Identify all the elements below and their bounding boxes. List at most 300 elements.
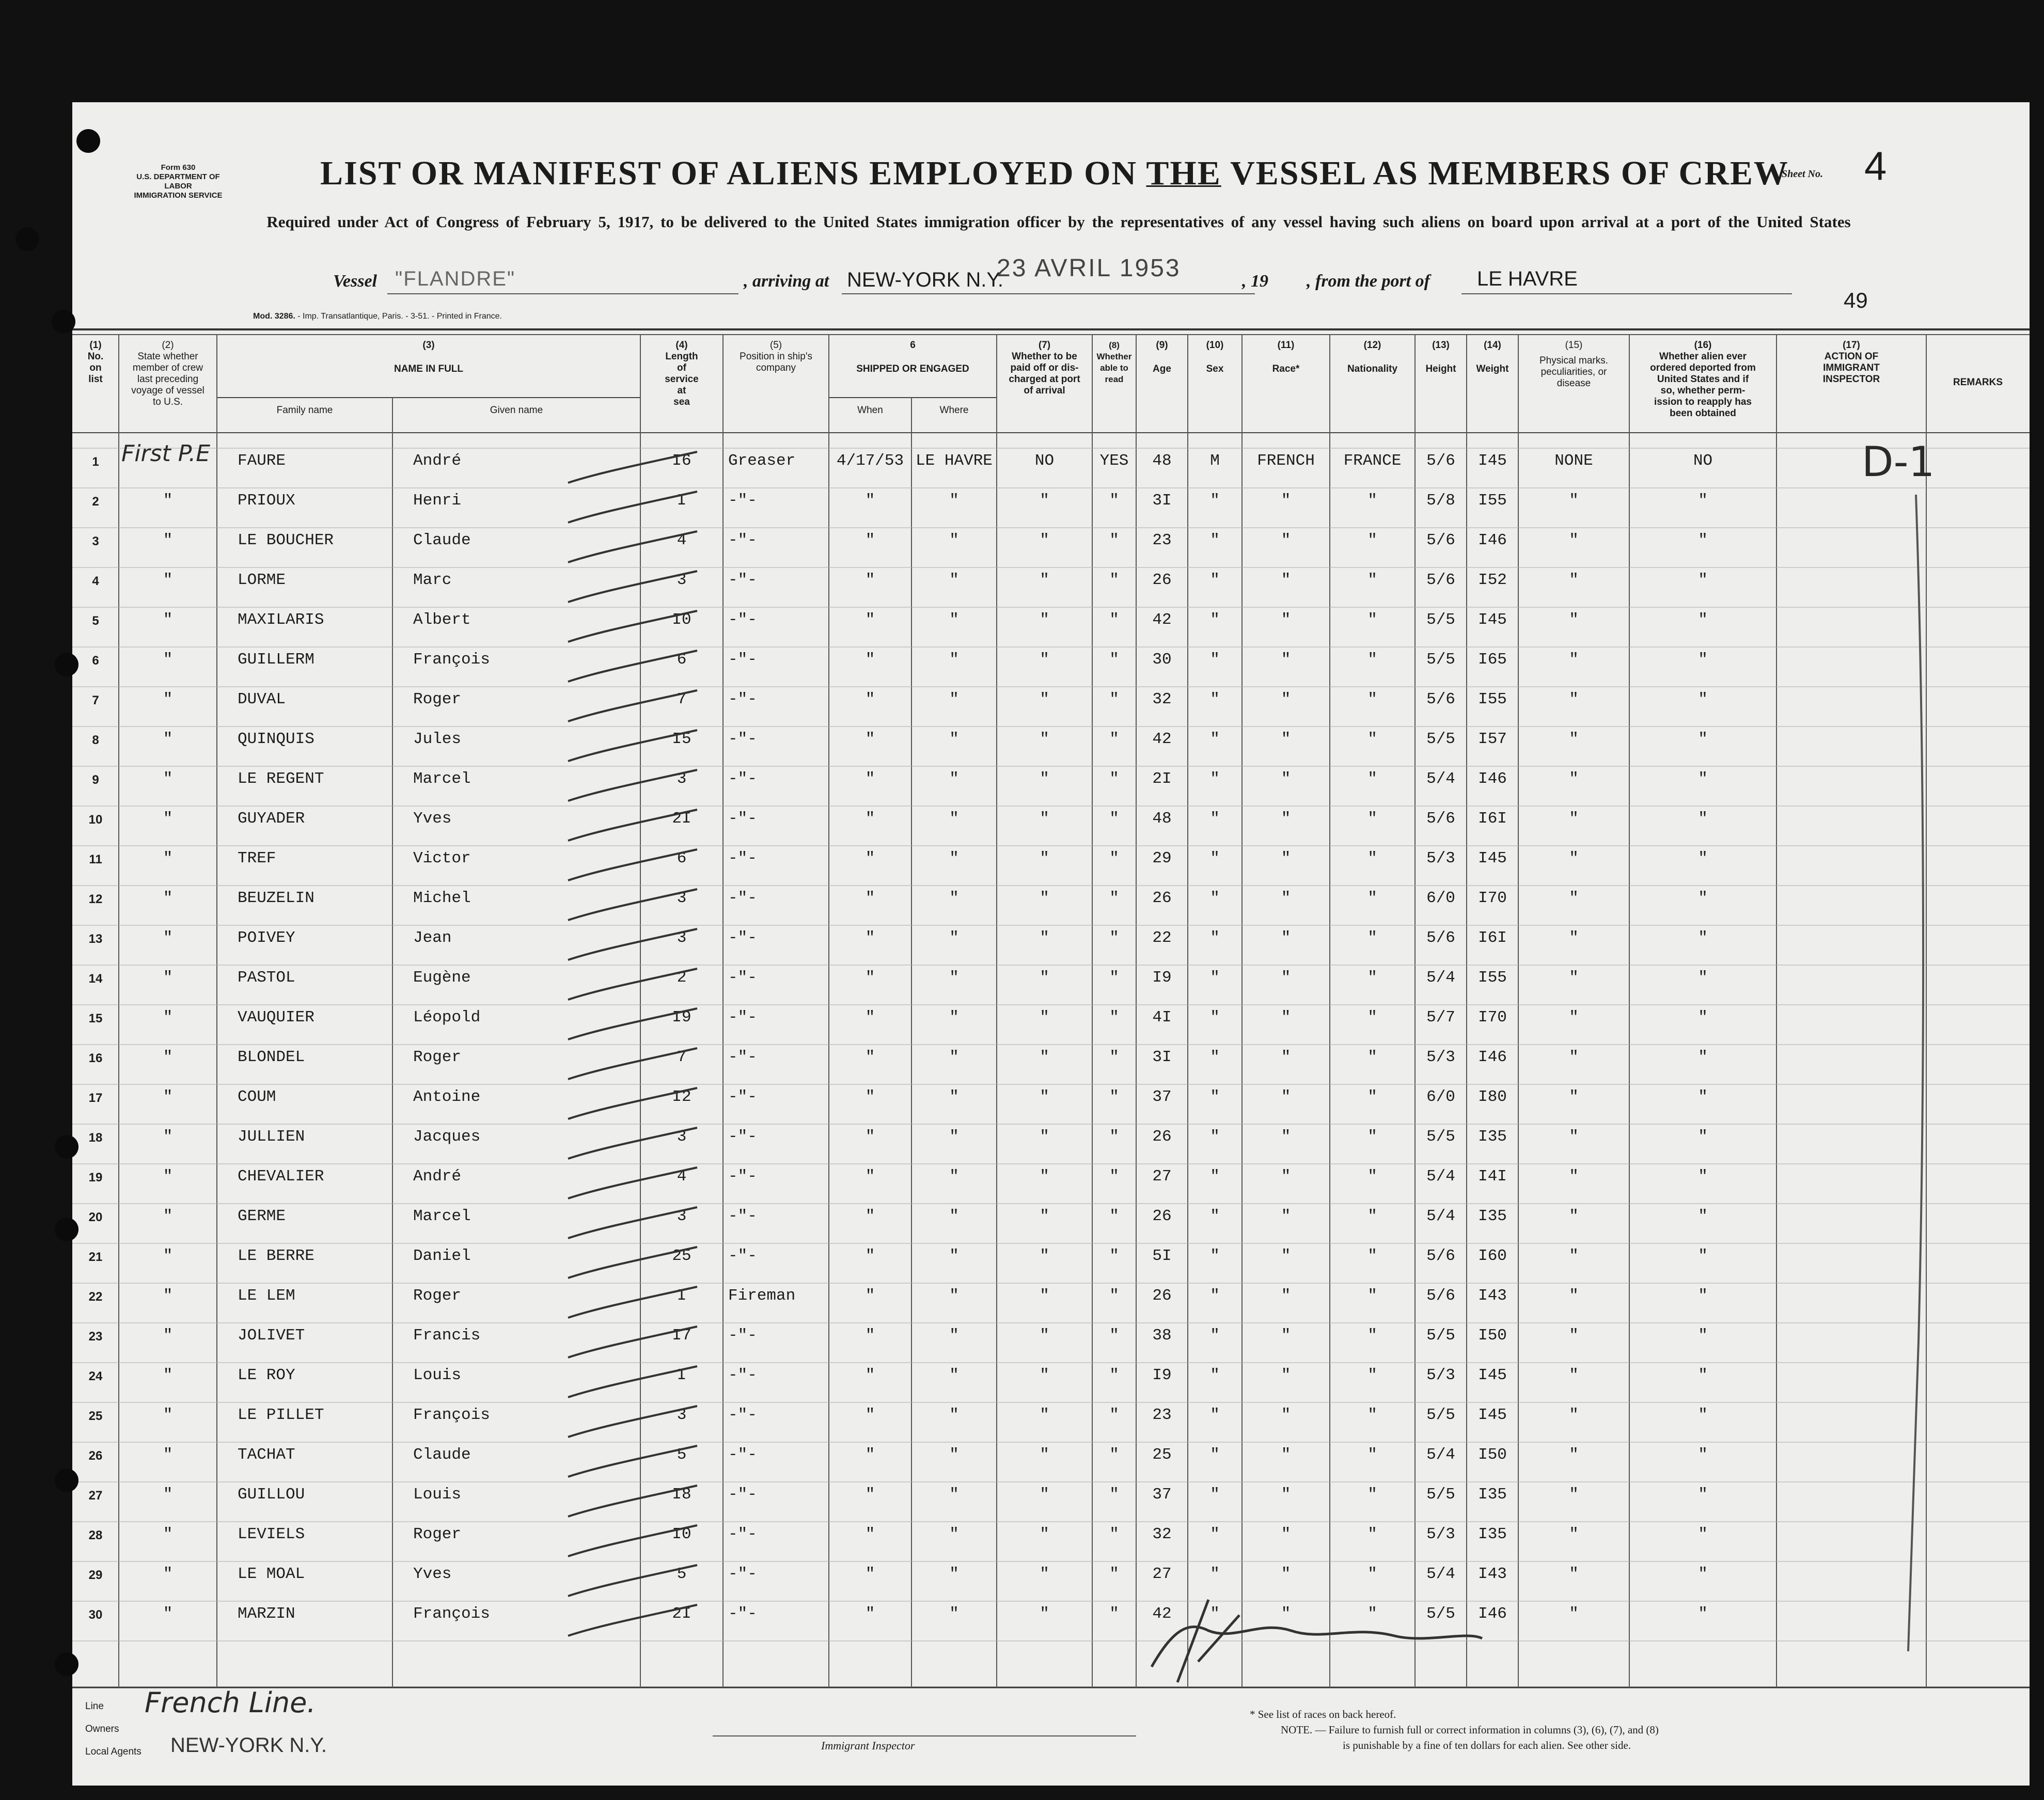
row-number: 16 xyxy=(88,1051,103,1065)
cell-position: -"- xyxy=(728,849,757,867)
cell-when: " xyxy=(865,849,875,867)
cell-given: François xyxy=(413,1406,490,1424)
cell-nat: " xyxy=(1367,1008,1377,1027)
cell-given: François xyxy=(413,651,490,669)
cell-sex: " xyxy=(1210,1167,1220,1186)
cell-where: " xyxy=(949,1207,959,1225)
cell-service: I0 xyxy=(672,611,691,629)
cell-when: " xyxy=(865,810,875,828)
cell-given: Jacques xyxy=(413,1128,481,1146)
cell-marks: " xyxy=(1569,1605,1579,1623)
cell-weight: I65 xyxy=(1478,651,1507,669)
cell-height: 5/5 xyxy=(1426,611,1455,629)
cell-deported: " xyxy=(1698,889,1708,907)
header-col-13: (13) Height xyxy=(1425,340,1456,374)
cell-position: -"- xyxy=(728,1525,757,1543)
cell-height: 5/5 xyxy=(1426,1406,1455,1424)
cell-family: GERME xyxy=(238,1207,286,1225)
cell-weight: I43 xyxy=(1478,1565,1507,1583)
cell-family: JULLIEN xyxy=(238,1128,305,1146)
row-number: 10 xyxy=(88,813,103,827)
cell-sex: " xyxy=(1210,1565,1220,1583)
cell-sex: " xyxy=(1210,571,1220,589)
cell-marks: " xyxy=(1569,849,1579,867)
cell-where: " xyxy=(949,1565,959,1583)
cell-read: " xyxy=(1109,929,1119,947)
year-label: , 19 xyxy=(1242,272,1268,291)
from-port-value: LE HAVRE xyxy=(1477,267,1578,290)
row-number: 17 xyxy=(88,1091,103,1105)
cell-when: " xyxy=(865,770,875,788)
cell-nat: " xyxy=(1367,1207,1377,1225)
cell-position: -"- xyxy=(728,1565,757,1583)
cell-height: 5/4 xyxy=(1426,1446,1455,1464)
cell-deported: NO xyxy=(1693,452,1713,470)
cell-marks: " xyxy=(1569,1008,1579,1027)
cell-c2: " xyxy=(163,1088,173,1106)
cell-nat: " xyxy=(1367,770,1377,788)
cell-given: Eugène xyxy=(413,969,471,987)
sheet-number-label: Sheet No. xyxy=(1782,168,1823,180)
cell-height: 5/5 xyxy=(1426,1128,1455,1146)
line-value: French Line. xyxy=(145,1686,316,1719)
cell-race: " xyxy=(1281,1128,1291,1146)
cell-age: 23 xyxy=(1152,1406,1172,1424)
cell-position: -"- xyxy=(728,611,757,629)
cell-position: -"- xyxy=(728,770,757,788)
cell-position: -"- xyxy=(728,531,757,549)
cell-marks: " xyxy=(1569,929,1579,947)
cell-c2: " xyxy=(163,1486,173,1504)
cell-weight: I46 xyxy=(1478,770,1507,788)
cell-given: Claude xyxy=(413,1446,471,1464)
owners-value: NEW-YORK N.Y. xyxy=(170,1734,327,1757)
cell-where: " xyxy=(949,690,959,708)
cell-deported: " xyxy=(1698,929,1708,947)
cell-deported: " xyxy=(1698,849,1708,867)
cell-read: " xyxy=(1109,889,1119,907)
pencil-tick xyxy=(568,1167,697,1198)
cell-age: 37 xyxy=(1152,1088,1172,1106)
arriving-value: NEW-YORK N.Y. xyxy=(847,269,1004,291)
form-id-line: IMMIGRATION SERVICE xyxy=(134,191,223,200)
cell-position: -"- xyxy=(728,1446,757,1464)
cell-position: -"- xyxy=(728,810,757,828)
cell-sex: " xyxy=(1210,1207,1220,1225)
cell-c2: " xyxy=(163,492,173,510)
cell-given: Louis xyxy=(413,1486,462,1504)
cell-height: 5/3 xyxy=(1426,1048,1455,1066)
cell-deported: " xyxy=(1698,1048,1708,1066)
cell-read: " xyxy=(1109,1287,1119,1305)
cell-deported: " xyxy=(1698,969,1708,987)
cell-deported: " xyxy=(1698,1565,1708,1583)
cell-family: PRIOUX xyxy=(238,492,295,510)
cell-sex: " xyxy=(1210,1366,1220,1384)
cell-height: 5/6 xyxy=(1426,571,1455,589)
cell-service: 7 xyxy=(677,690,687,708)
cell-paid: " xyxy=(1040,1287,1049,1305)
cell-sex: " xyxy=(1210,1486,1220,1504)
cell-age: 3I xyxy=(1152,492,1172,510)
cell-read: " xyxy=(1109,730,1119,748)
cell-where: " xyxy=(949,810,959,828)
local-agents-label: Local Agents xyxy=(85,1746,141,1757)
cell-when: " xyxy=(865,1327,875,1345)
cell-service: 5 xyxy=(677,1446,687,1464)
cell-where: " xyxy=(949,929,959,947)
cell-where: " xyxy=(949,651,959,669)
cell-given: Marcel xyxy=(413,1207,471,1225)
cell-where: " xyxy=(949,611,959,629)
cell-race: " xyxy=(1281,969,1291,987)
row-number: 28 xyxy=(88,1528,103,1542)
cell-deported: " xyxy=(1698,1207,1708,1225)
row-number: 4 xyxy=(92,574,99,588)
cell-family: LORME xyxy=(238,571,286,589)
cell-given: Jean xyxy=(413,929,452,947)
pencil-tick xyxy=(568,969,697,1000)
race-footnote: * See list of races on back hereof. xyxy=(1250,1708,1396,1720)
cell-sex: " xyxy=(1210,1008,1220,1027)
cell-height: 5/6 xyxy=(1426,810,1455,828)
cell-c2: " xyxy=(163,730,173,748)
arriving-label: , arriving at xyxy=(744,272,829,291)
row-number: 20 xyxy=(88,1210,103,1224)
cell-when: " xyxy=(865,1048,875,1066)
cell-race: " xyxy=(1281,810,1291,828)
cell-family: TACHAT xyxy=(238,1446,295,1464)
cell-nat: " xyxy=(1367,571,1377,589)
cell-marks: " xyxy=(1569,1565,1579,1583)
cell-position: -"- xyxy=(728,1207,757,1225)
cell-race: " xyxy=(1281,531,1291,549)
cell-given: Marcel xyxy=(413,770,471,788)
cell-age: 26 xyxy=(1152,571,1172,589)
cell-weight: I50 xyxy=(1478,1327,1507,1345)
inspector-signature-line xyxy=(713,1735,1136,1736)
manifest-sheet xyxy=(72,102,2030,1786)
form-id-line: Form 630 xyxy=(161,163,196,172)
cell-given: Roger xyxy=(413,690,462,708)
cell-paid: " xyxy=(1040,1008,1049,1027)
cell-family: GUYADER xyxy=(238,810,305,828)
cell-paid: " xyxy=(1040,1406,1049,1424)
cell-family: VAUQUIER xyxy=(238,1008,315,1027)
cell-family: QUINQUIS xyxy=(238,730,315,748)
cell-paid: " xyxy=(1040,810,1049,828)
cell-race: " xyxy=(1281,1525,1291,1543)
cell-c2: " xyxy=(163,889,173,907)
cell-marks: " xyxy=(1569,1167,1579,1186)
cell-nat: " xyxy=(1367,730,1377,748)
cell-weight: I46 xyxy=(1478,1605,1507,1623)
cell-sex: M xyxy=(1210,452,1220,470)
cell-deported: " xyxy=(1698,1406,1708,1424)
pencil-tick xyxy=(568,1247,697,1278)
header-col-17: (17) ACTION OF IMMIGRANT INSPECTOR xyxy=(1822,340,1880,385)
cell-deported: " xyxy=(1698,730,1708,748)
cell-age: I9 xyxy=(1152,969,1172,987)
cell-nat: " xyxy=(1367,1327,1377,1345)
inspector-signature xyxy=(1152,1627,1482,1667)
cell-where: " xyxy=(949,1366,959,1384)
from-port-label: , from the port of xyxy=(1307,272,1430,291)
cell-when: " xyxy=(865,651,875,669)
cell-given: Francis xyxy=(413,1327,481,1345)
cell-race: " xyxy=(1281,1207,1291,1225)
cell-position: -"- xyxy=(728,1605,757,1623)
cell-marks: " xyxy=(1569,1446,1579,1464)
cell-when: " xyxy=(865,1167,875,1186)
cell-family: JOLIVET xyxy=(238,1327,305,1345)
cell-height: 5/7 xyxy=(1426,1008,1455,1027)
immigrant-inspector-label: Immigrant Inspector xyxy=(821,1739,915,1752)
pencil-tick xyxy=(568,1287,697,1318)
cell-weight: I50 xyxy=(1478,1446,1507,1464)
pencil-tick xyxy=(568,1088,697,1119)
header-col-8: (8) Whether able to read xyxy=(1096,340,1132,384)
cell-nat: " xyxy=(1367,1446,1377,1464)
cell-where: " xyxy=(949,1008,959,1027)
cell-family: PASTOL xyxy=(238,969,295,987)
cell-where: " xyxy=(949,1605,959,1623)
cell-marks: " xyxy=(1569,531,1579,549)
cell-c2: " xyxy=(163,849,173,867)
cell-deported: " xyxy=(1698,1327,1708,1345)
cell-age: 32 xyxy=(1152,690,1172,708)
cell-sex: " xyxy=(1210,849,1220,867)
cell-service: I xyxy=(677,492,687,510)
cell-when: " xyxy=(865,1287,875,1305)
cell-height: 5/4 xyxy=(1426,1167,1455,1186)
cell-deported: " xyxy=(1698,690,1708,708)
header-when: When xyxy=(857,405,883,416)
vessel-value: "FLANDRE" xyxy=(395,267,516,290)
remarks-handwritten: D-1 xyxy=(1862,438,1935,486)
cell-height: 6/0 xyxy=(1426,889,1455,907)
cell-weight: I70 xyxy=(1478,1008,1507,1027)
cell-given: Jules xyxy=(413,730,462,748)
cell-weight: I55 xyxy=(1478,492,1507,510)
cell-race: FRENCH xyxy=(1257,452,1315,470)
cell-family: GUILLOU xyxy=(238,1486,305,1504)
header-remarks: REMARKS xyxy=(1953,377,2003,388)
cell-read: " xyxy=(1109,651,1119,669)
pencil-tick xyxy=(568,1207,697,1238)
pencil-tick xyxy=(568,1486,697,1517)
cell-age: 42 xyxy=(1152,730,1172,748)
pencil-tick xyxy=(568,1008,697,1039)
cell-sex: " xyxy=(1210,929,1220,947)
cell-nat: " xyxy=(1367,690,1377,708)
cell-c2: " xyxy=(163,611,173,629)
cell-position: -"- xyxy=(728,1167,757,1186)
cell-c2: " xyxy=(163,1327,173,1345)
cell-marks: " xyxy=(1569,1525,1579,1543)
header-col-4: (4) Length of service at sea xyxy=(665,340,699,407)
sheet-number: 4 xyxy=(1864,143,1887,188)
cell-deported: " xyxy=(1698,1366,1708,1384)
cell-race: " xyxy=(1281,571,1291,589)
cell-where: " xyxy=(949,1486,959,1504)
cell-marks: " xyxy=(1569,1327,1579,1345)
cell-position: -"- xyxy=(728,1486,757,1504)
cell-read: " xyxy=(1109,1128,1119,1146)
cell-marks: " xyxy=(1569,571,1579,589)
cell-nat: " xyxy=(1367,611,1377,629)
cell-service: 3 xyxy=(677,1128,687,1146)
cell-weight: I55 xyxy=(1478,690,1507,708)
cell-paid: " xyxy=(1040,1446,1049,1464)
cell-height: 6/0 xyxy=(1426,1088,1455,1106)
cell-paid: " xyxy=(1040,1207,1049,1225)
cell-age: 26 xyxy=(1152,1128,1172,1146)
punch-hole xyxy=(55,653,78,676)
cell-marks: " xyxy=(1569,1048,1579,1066)
cell-sex: " xyxy=(1210,651,1220,669)
cell-sex: " xyxy=(1210,969,1220,987)
cell-family: LE BOUCHER xyxy=(238,531,334,549)
title-part-2: VESSEL AS MEMBERS OF CREW xyxy=(1221,154,1789,192)
header-col-11: (11) Race* xyxy=(1272,340,1300,374)
row-number: 30 xyxy=(88,1608,103,1622)
cell-paid: " xyxy=(1040,1088,1049,1106)
cell-given: Michel xyxy=(413,889,471,907)
header-col-14: (14) Weight xyxy=(1476,340,1509,374)
cell-when: " xyxy=(865,1406,875,1424)
cell-sex: " xyxy=(1210,1048,1220,1066)
cell-deported: " xyxy=(1698,611,1708,629)
cell-weight: I4I xyxy=(1478,1167,1507,1186)
cell-weight: I45 xyxy=(1478,849,1507,867)
cell-age: 38 xyxy=(1152,1327,1172,1345)
cell-when: " xyxy=(865,571,875,589)
cell-c2: " xyxy=(163,1446,173,1464)
title-part-underlined: THE xyxy=(1146,154,1221,192)
cell-when: " xyxy=(865,492,875,510)
cell-service: 3 xyxy=(677,1207,687,1225)
cell-marks: " xyxy=(1569,1406,1579,1424)
cell-position: -"- xyxy=(728,1406,757,1424)
cell-given: Victor xyxy=(413,849,471,867)
cell-when: " xyxy=(865,1486,875,1504)
cell-c2: " xyxy=(163,1128,173,1146)
cell-c2: " xyxy=(163,531,173,549)
cell-c2: " xyxy=(163,1525,173,1543)
cell-marks: " xyxy=(1569,889,1579,907)
cell-paid: " xyxy=(1040,611,1049,629)
cell-where: " xyxy=(949,770,959,788)
cell-weight: I52 xyxy=(1478,571,1507,589)
pencil-tick xyxy=(568,1128,697,1159)
cell-given: André xyxy=(413,1167,462,1186)
cell-when: " xyxy=(865,969,875,987)
pencil-tick xyxy=(568,452,697,483)
cell-height: 5/3 xyxy=(1426,1366,1455,1384)
row-number: 19 xyxy=(88,1171,103,1185)
cell-age: 26 xyxy=(1152,1207,1172,1225)
pencil-tick xyxy=(568,651,697,682)
cell-read: " xyxy=(1109,1048,1119,1066)
cell-c2: " xyxy=(163,1406,173,1424)
cell-race: " xyxy=(1281,889,1291,907)
cell-age: 30 xyxy=(1152,651,1172,669)
cell-race: " xyxy=(1281,1406,1291,1424)
header-given-name: Given name xyxy=(490,405,543,416)
cell-c2: " xyxy=(163,1565,173,1583)
cell-position: -"- xyxy=(728,1128,757,1146)
pencil-tick xyxy=(568,770,697,801)
cell-deported: " xyxy=(1698,1525,1708,1543)
cell-nat: " xyxy=(1367,531,1377,549)
cell-where: " xyxy=(949,571,959,589)
cell-family: FAURE xyxy=(238,452,286,470)
cell-height: 5/6 xyxy=(1426,929,1455,947)
cell-nat: " xyxy=(1367,492,1377,510)
corner-number: 49 xyxy=(1844,288,1868,312)
cell-nat: " xyxy=(1367,1247,1377,1265)
cell-weight: I35 xyxy=(1478,1486,1507,1504)
cell-service: 2I xyxy=(672,810,691,828)
cell-family: LE REGENT xyxy=(238,770,324,788)
cell-race: " xyxy=(1281,929,1291,947)
punch-hole xyxy=(55,1652,78,1676)
cell-position: -"- xyxy=(728,1247,757,1265)
form-id-line: U.S. DEPARTMENT OF LABOR xyxy=(136,172,220,191)
cell-race: " xyxy=(1281,1366,1291,1384)
cell-paid: " xyxy=(1040,492,1049,510)
remarks-bracket-line xyxy=(1908,495,1923,1651)
cell-read: " xyxy=(1109,1605,1119,1623)
cell-paid: " xyxy=(1040,1605,1049,1623)
cell-age: 29 xyxy=(1152,849,1172,867)
row-number: 8 xyxy=(92,733,99,747)
cell-marks: " xyxy=(1569,1366,1579,1384)
cell-given: Albert xyxy=(413,611,471,629)
cell-c2: " xyxy=(163,571,173,589)
cell-where: " xyxy=(949,730,959,748)
row-number: 22 xyxy=(88,1290,103,1304)
cell-marks: " xyxy=(1569,492,1579,510)
cell-paid: " xyxy=(1040,571,1049,589)
cell-service: I2 xyxy=(672,1088,691,1106)
cell-marks: " xyxy=(1569,770,1579,788)
cell-service: I9 xyxy=(672,1008,691,1027)
cell-weight: I45 xyxy=(1478,1406,1507,1424)
punch-hole xyxy=(55,1218,78,1241)
cell-age: 22 xyxy=(1152,929,1172,947)
cell-weight: I45 xyxy=(1478,611,1507,629)
cell-weight: I35 xyxy=(1478,1525,1507,1543)
cell-position: -"- xyxy=(728,492,757,510)
cell-position: -"- xyxy=(728,929,757,947)
cell-height: 5/5 xyxy=(1426,651,1455,669)
row-number: 24 xyxy=(88,1369,103,1383)
pencil-tick xyxy=(568,690,697,721)
row-number: 5 xyxy=(92,614,99,628)
cell-service: 4 xyxy=(677,531,687,549)
cell-race: " xyxy=(1281,1565,1291,1583)
cell-c2: " xyxy=(163,1008,173,1027)
cell-age: I9 xyxy=(1152,1366,1172,1384)
cell-nat: " xyxy=(1367,1605,1377,1623)
cell-read: " xyxy=(1109,571,1119,589)
cell-deported: " xyxy=(1698,1605,1708,1623)
cell-given: Roger xyxy=(413,1525,462,1543)
cell-when: " xyxy=(865,1207,875,1225)
cell-paid: " xyxy=(1040,969,1049,987)
